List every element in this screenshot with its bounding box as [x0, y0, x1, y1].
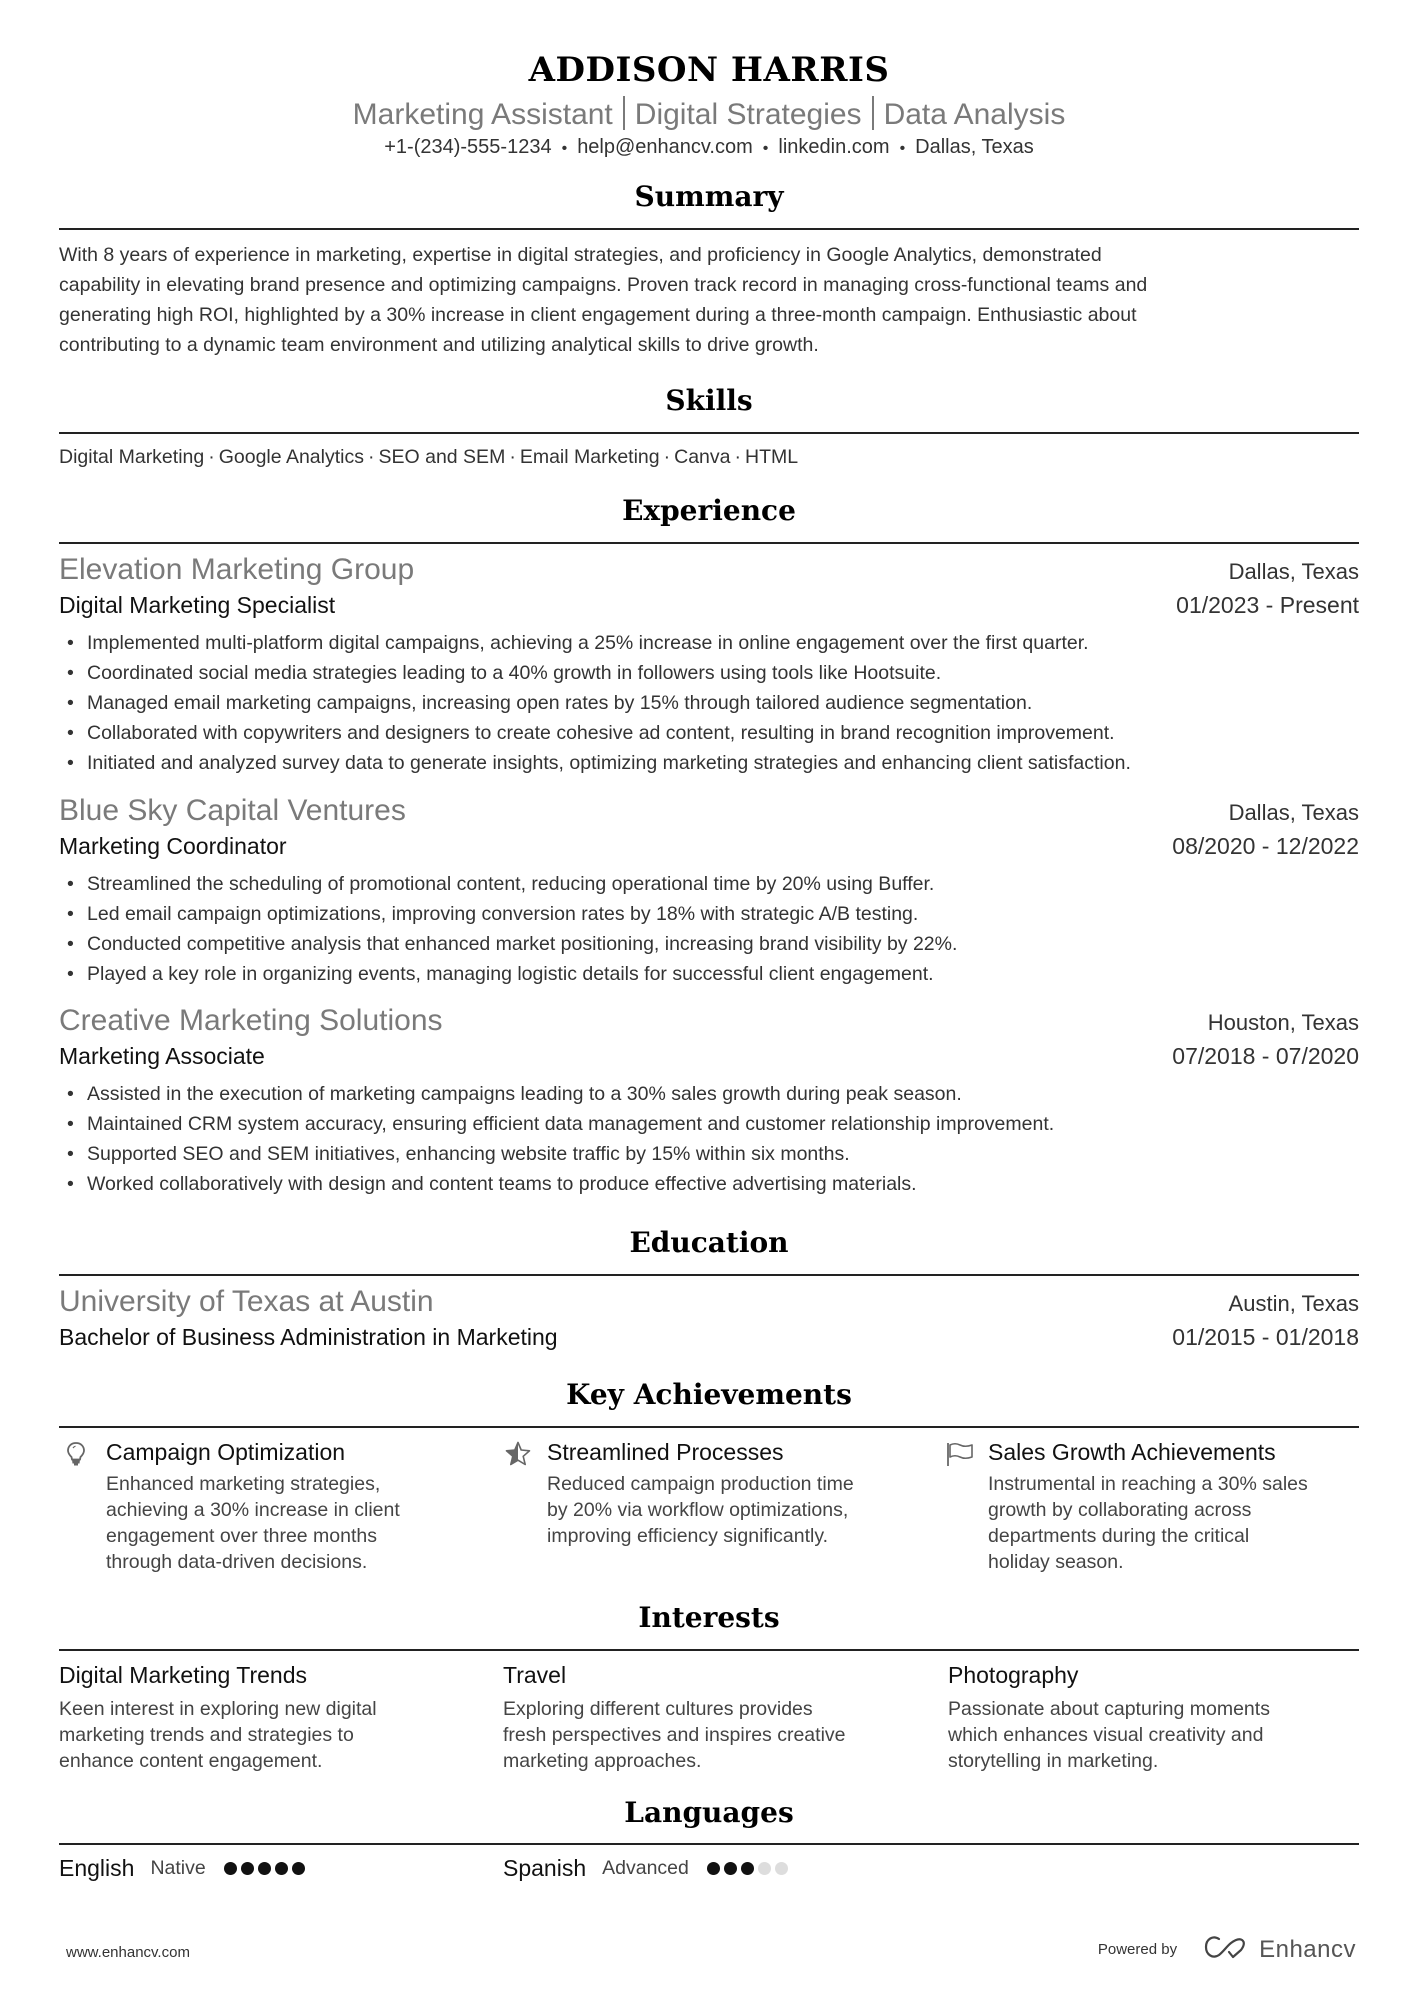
interest-description: Exploring different cultures provides fresh perspectives and inspires creative marketing approaches.	[503, 1698, 846, 1772]
achievement-title: Campaign Optimization	[106, 1439, 346, 1465]
separator-dot: •	[561, 140, 568, 157]
section-divider	[59, 1426, 1359, 1428]
job-title: Marketing Associate	[59, 1043, 265, 1069]
separator-dot: •	[899, 140, 906, 157]
lightbulb-icon	[64, 1441, 88, 1465]
skill: Email Marketing	[519, 446, 660, 468]
skill: HTML	[744, 446, 799, 468]
filled-dot-icon	[741, 1862, 754, 1875]
headline	[59, 96, 1359, 133]
company-name: Creative Marketing Solutions	[59, 1004, 443, 1037]
education-dates: 01/2015 - 01/2018	[1172, 1324, 1359, 1350]
headline-item: Marketing Assistant	[352, 98, 613, 131]
achievement-title: Sales Growth Achievements	[988, 1439, 1276, 1465]
interest-title: Digital Marketing Trends	[59, 1662, 307, 1688]
email-link[interactable]: help@enhancv.com	[577, 136, 753, 158]
summary-line: capability in elevating brand presence and optimizing campaigns. Proven track record in managing cross-functional teams and	[59, 274, 1148, 296]
bullet: • Implemented multi-platform digital campaigns, achieving a 25% increase in online engagement over the first quarter.	[59, 628, 1359, 658]
company-name: Blue Sky Capital Ventures	[59, 794, 406, 827]
bullet: • Collaborated with copywriters and designers to create cohesive ad content, resulting in brand recognition improvement.	[59, 718, 1359, 748]
section-title-achievements: Key Achievements	[566, 1378, 852, 1411]
proficiency-dots	[707, 1862, 788, 1875]
language-name: Spanish	[503, 1855, 587, 1881]
skill: SEO and SEM	[378, 446, 506, 468]
filled-dot-icon	[224, 1862, 237, 1875]
bullet: • Assisted in the execution of marketing campaigns leading to a 30% sales growth during peak season.	[59, 1079, 1359, 1109]
section-divider	[59, 432, 1359, 434]
bullet: • Supported SEO and SEM initiatives, enhancing website traffic by 15% within six months.	[59, 1139, 1359, 1169]
experience-entry	[59, 552, 1359, 778]
headline-item: Data Analysis	[883, 98, 1066, 131]
headline-item: Digital Strategies	[634, 98, 862, 131]
separator-dot: •	[762, 140, 769, 157]
bullet: • Played a key role in organizing events, managing logistic details for successful client engagement.	[59, 959, 1359, 989]
job-dates: 01/2023 - Present	[1176, 592, 1359, 618]
achievement-item	[946, 1437, 1366, 1575]
headline-divider	[623, 96, 625, 130]
achievement-item	[505, 1437, 925, 1549]
achievement-description: Instrumental in reaching a 30% sales growth by collaborating across departments during the critical holiday season.	[988, 1473, 1308, 1573]
empty-dot-icon	[758, 1862, 771, 1875]
skill: Google Analytics	[218, 446, 364, 468]
filled-dot-icon	[292, 1862, 305, 1875]
location: Dallas, Texas	[915, 136, 1034, 158]
section-title-summary: Summary	[634, 180, 784, 213]
linkedin-link[interactable]: linkedin.com	[778, 136, 890, 158]
powered-by-label: Powered by	[1097, 1941, 1178, 1958]
section-divider	[59, 1274, 1359, 1276]
bullet: • Conducted competitive analysis that enhanced market positioning, increasing brand visibility by 22%.	[59, 929, 1359, 959]
language-item	[59, 1855, 305, 1882]
company-name: Elevation Marketing Group	[59, 553, 415, 586]
section-title-skills: Skills	[665, 384, 753, 417]
degree: Bachelor of Business Administration in Marketing	[59, 1324, 558, 1350]
achievement-title: Streamlined Processes	[547, 1439, 784, 1465]
job-dates: 08/2020 - 12/2022	[1172, 833, 1359, 859]
phone[interactable]: +1-(234)-555-1234	[384, 136, 552, 158]
bullet: • Streamlined the scheduling of promotional content, reducing operational time by 20% using Buffer.	[59, 869, 1359, 899]
interest-item	[59, 1660, 459, 1774]
bullet: • Initiated and analyzed survey data to generate insights, optimizing marketing strategies and enhancing client satisfaction.	[59, 748, 1359, 778]
headline-divider	[872, 96, 874, 130]
section-divider	[59, 228, 1359, 230]
section-title-experience: Experience	[622, 494, 796, 527]
summary-line: generating high ROI, highlighted by a 30% increase in client engagement during a three-month campaign. Enthusiastic about	[59, 304, 1137, 326]
section-divider	[59, 1843, 1359, 1845]
skill: Canva	[674, 446, 731, 468]
education-entry	[59, 1284, 1359, 1352]
job-bullets	[59, 628, 1359, 778]
language-level: Advanced	[602, 1857, 689, 1879]
contact-info	[59, 134, 1359, 162]
empty-dot-icon	[775, 1862, 788, 1875]
school-location: Austin, Texas	[1228, 1291, 1359, 1316]
experience-entry	[59, 1003, 1359, 1199]
bullet: • Managed email marketing campaigns, increasing open rates by 15% through tailored audience segmentation.	[59, 688, 1359, 718]
job-dates: 07/2018 - 07/2020	[1172, 1043, 1359, 1069]
interest-item	[503, 1660, 903, 1774]
bullet: • Led email campaign optimizations, improving conversion rates by 18% with strategic A/B testing.	[59, 899, 1359, 929]
section-divider	[59, 542, 1359, 544]
filled-dot-icon	[724, 1862, 737, 1875]
skills-list: Digital Marketing · Google Analytics · SEO and SEM · Email Marketing · Canva · HTML	[59, 446, 799, 468]
summary-line: contributing to a dynamic team environment and utilizing analytical skills to drive growth.	[59, 334, 819, 356]
section-divider	[59, 1649, 1359, 1651]
star-icon	[505, 1441, 529, 1465]
interest-item	[948, 1660, 1348, 1774]
proficiency-dots	[224, 1862, 305, 1875]
footer-website-link[interactable]: www.enhancv.com	[66, 1944, 190, 1961]
experience-entry	[59, 793, 1359, 989]
interest-title: Photography	[948, 1662, 1079, 1688]
enhancv-logo-icon[interactable]	[1203, 1934, 1249, 1965]
job-title: Digital Marketing Specialist	[59, 592, 336, 618]
job-title: Marketing Coordinator	[59, 833, 287, 859]
interest-title: Travel	[503, 1662, 567, 1688]
filled-dot-icon	[241, 1862, 254, 1875]
bullet: • Maintained CRM system accuracy, ensuring efficient data management and customer relationship improvement.	[59, 1109, 1359, 1139]
footer-branding	[1098, 1934, 1356, 1965]
job-location: Dallas, Texas	[1228, 800, 1359, 825]
language-level: Native	[150, 1857, 206, 1879]
achievement-description: Enhanced marketing strategies, achieving a 30% increase in client engagement over three months through data-driven decisions.	[106, 1473, 400, 1573]
language-item	[503, 1855, 788, 1882]
summary-line: With 8 years of experience in marketing, expertise in digital strategies, and proficiency in Google Analytics, demonstrated	[59, 244, 1102, 266]
flag-icon	[946, 1441, 970, 1465]
section-title-education: Education	[629, 1226, 789, 1259]
filled-dot-icon	[258, 1862, 271, 1875]
skill: Digital Marketing	[59, 446, 205, 468]
summary-text	[59, 240, 1359, 360]
interest-description: Passionate about capturing moments which enhances visual creativity and storytelling in marketing.	[948, 1698, 1270, 1772]
job-bullets	[59, 869, 1359, 989]
enhancv-brand-text[interactable]: Enhancv	[1259, 1935, 1356, 1963]
job-bullets	[59, 1079, 1359, 1199]
job-location: Houston, Texas	[1207, 1010, 1359, 1035]
language-name: English	[59, 1855, 135, 1881]
section-title-interests: Interests	[638, 1601, 780, 1634]
achievement-description: Reduced campaign production time by 20% via workflow optimizations, improving efficiency significantly.	[547, 1473, 854, 1547]
interest-description: Keen interest in exploring new digital marketing trends and strategies to enhance content engagement.	[59, 1698, 377, 1772]
bullet: • Coordinated social media strategies leading to a 40% growth in followers using tools like Hootsuite.	[59, 658, 1359, 688]
school-name: University of Texas at Austin	[59, 1285, 434, 1318]
achievement-item	[64, 1437, 484, 1575]
candidate-name: ADDISON HARRIS	[528, 50, 890, 90]
section-title-languages: Languages	[624, 1796, 794, 1829]
filled-dot-icon	[707, 1862, 720, 1875]
filled-dot-icon	[275, 1862, 288, 1875]
job-location: Dallas, Texas	[1228, 559, 1359, 584]
bullet: • Worked collaboratively with design and content teams to produce effective advertising materials.	[59, 1169, 1359, 1199]
